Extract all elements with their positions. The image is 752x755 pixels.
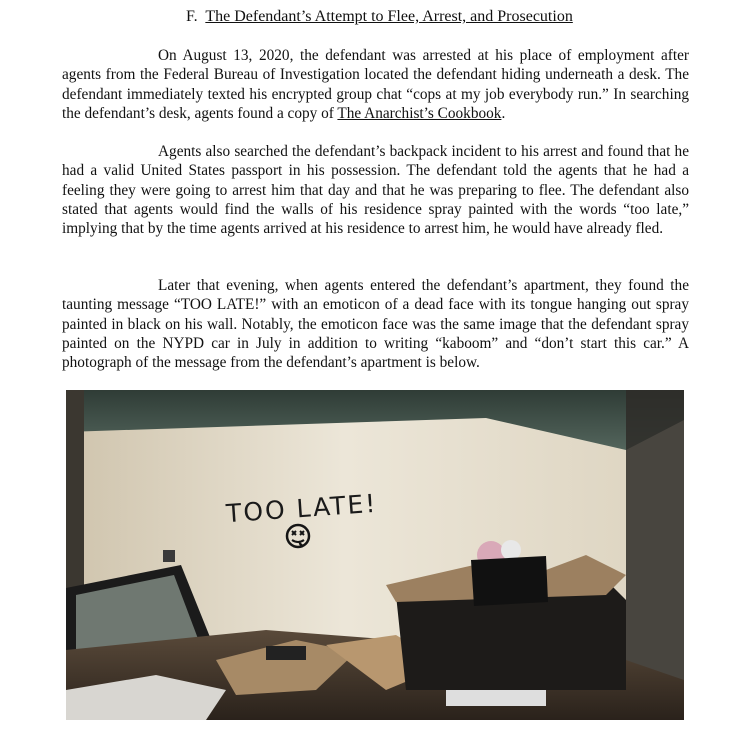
photo-scene [66, 390, 684, 720]
paragraph-arrest [62, 46, 689, 123]
paragraph-arrest-text: On August 13, 2020, the defendant was arrested at his place of employment after agents from the Federal Bureau of Investigation located the defendant hiding underneath a desk. The defendant immediately texted his encrypted group chat “cops at my job everybody run.” In searching the defendant’s desk, agents found a copy of [62, 47, 689, 122]
book-title: The Anarchist’s Cookbook [337, 104, 502, 122]
paragraph-backpack: Agents also searched the defendant’s backpack incident to his arrest and found that he had a valid United States passport in his possession. The defendant told the agents that he had a feeling they were going to arrest him that day and that he was preparing to flee. The defendant also stated that agents would find the walls of his residence spray painted with the words “too late,” implying that by the time agents arrived at his residence to arrest him, he would have already fled. [62, 143, 689, 238]
keyboard [446, 688, 546, 706]
monitor [471, 556, 548, 606]
section-heading [186, 8, 573, 26]
paragraph-apartment: Later that evening, when agents entered the defendant’s apartment, they found the taunting message “TOO LATE!” with an emoticon of a dead face with its tongue hanging out spray painted in black on his wall. Notably, the emoticon face was the same image that the defendant spray painted on the NYPD car in July in addition to writing “kaboom” and “don’t start this car.” A photograph of the message from the defendant’s apartment is below. [62, 277, 689, 372]
section-title: The Defendant’s Attempt to Flee, Arrest, and Prosecution [205, 8, 573, 25]
apartment-photograph [66, 390, 684, 720]
paragraph-arrest-end: . [501, 104, 506, 122]
light-switch [163, 550, 175, 562]
white-item [501, 540, 521, 560]
debris-box [266, 646, 306, 660]
section-letter: F. [186, 8, 198, 25]
graffiti-text: TOO LATE! [225, 488, 379, 529]
